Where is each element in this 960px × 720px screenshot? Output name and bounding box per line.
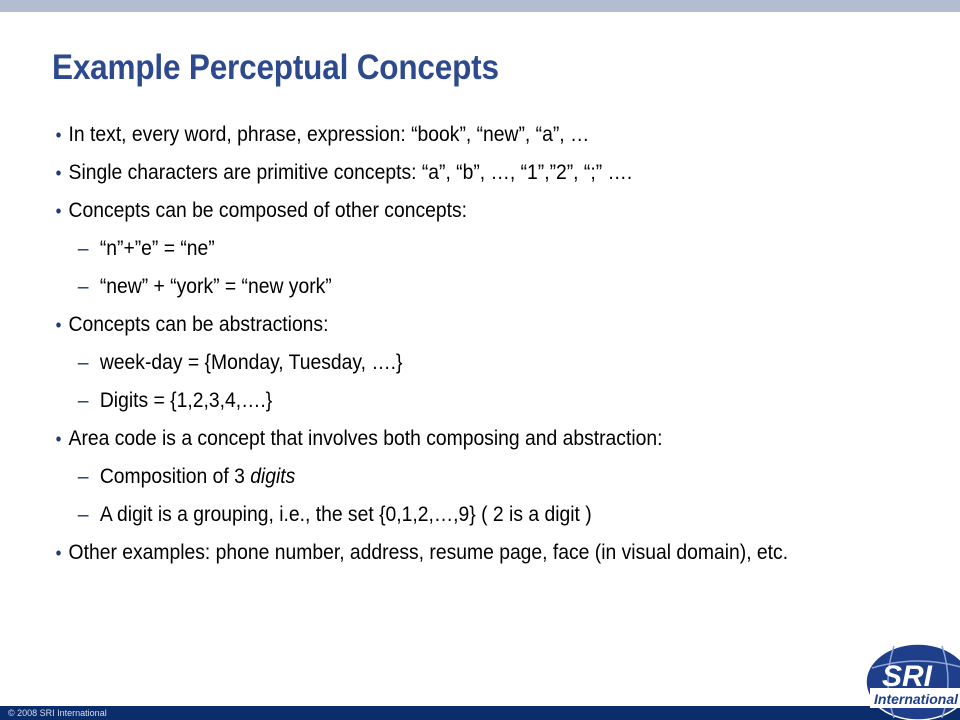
sub-bullet-item (52, 386, 862, 416)
sub-bullet-item (52, 500, 862, 530)
dash-marker: – (77, 503, 89, 526)
sub-bullet-text: Composition of 3 (99, 465, 251, 488)
top-band (0, 0, 960, 12)
sub-bullet-item (52, 272, 862, 302)
logo-sri-text: SRI (882, 660, 933, 693)
bullet-text: Concepts can be composed of other concepts: (68, 199, 468, 222)
dash-marker: – (77, 465, 89, 488)
sub-bullet-text: Digits = {1,2,3,4,….} (99, 389, 273, 412)
bullet-item (52, 424, 862, 454)
logo-international-text: International (874, 691, 959, 707)
bullet-item (52, 120, 862, 150)
bullet-item (52, 538, 862, 568)
bullet-text: Area code is a concept that involves both composing and abstraction: (68, 427, 663, 450)
bullet-item (52, 158, 862, 188)
copyright-text: © 2008 SRI International (8, 708, 107, 718)
dash-marker: – (77, 351, 89, 374)
bullet-item (52, 310, 862, 340)
bullet-item (52, 196, 862, 226)
bullet-text: Single characters are primitive concepts: “a”, “b”, …, “1”,”2”, “;” …. (68, 161, 633, 184)
sub-bullet-text: “new” + “york” = “new york” (99, 275, 332, 298)
dash-marker: – (77, 389, 89, 412)
emphasis-text: digits (250, 465, 296, 488)
bullet-text: In text, every word, phrase, expression: “book”, “new”, “a”, … (68, 123, 590, 146)
slide-title: Example Perceptual Concepts (52, 48, 499, 87)
sub-bullet-text: A digit is a grouping, i.e., the set {0,1,2,…,9} ( 2 is a digit ) (99, 503, 592, 526)
dash-marker: – (77, 275, 89, 298)
bullet-text: Other examples: phone number, address, resume page, face (in visual domain), etc. (68, 541, 789, 564)
sub-bullet-item (52, 234, 862, 264)
dash-marker: – (77, 237, 89, 260)
sub-bullet-item (52, 462, 862, 492)
bullet-text: Concepts can be abstractions: (68, 313, 329, 336)
sub-bullet-item (52, 348, 862, 378)
sub-bullet-text: week-day = {Monday, Tuesday, ….} (99, 351, 403, 374)
slide-body (52, 120, 862, 576)
sri-globe-logo-icon (864, 640, 960, 720)
footer-band (0, 706, 960, 720)
sub-bullet-text: “n”+”e” = “ne” (99, 237, 215, 260)
